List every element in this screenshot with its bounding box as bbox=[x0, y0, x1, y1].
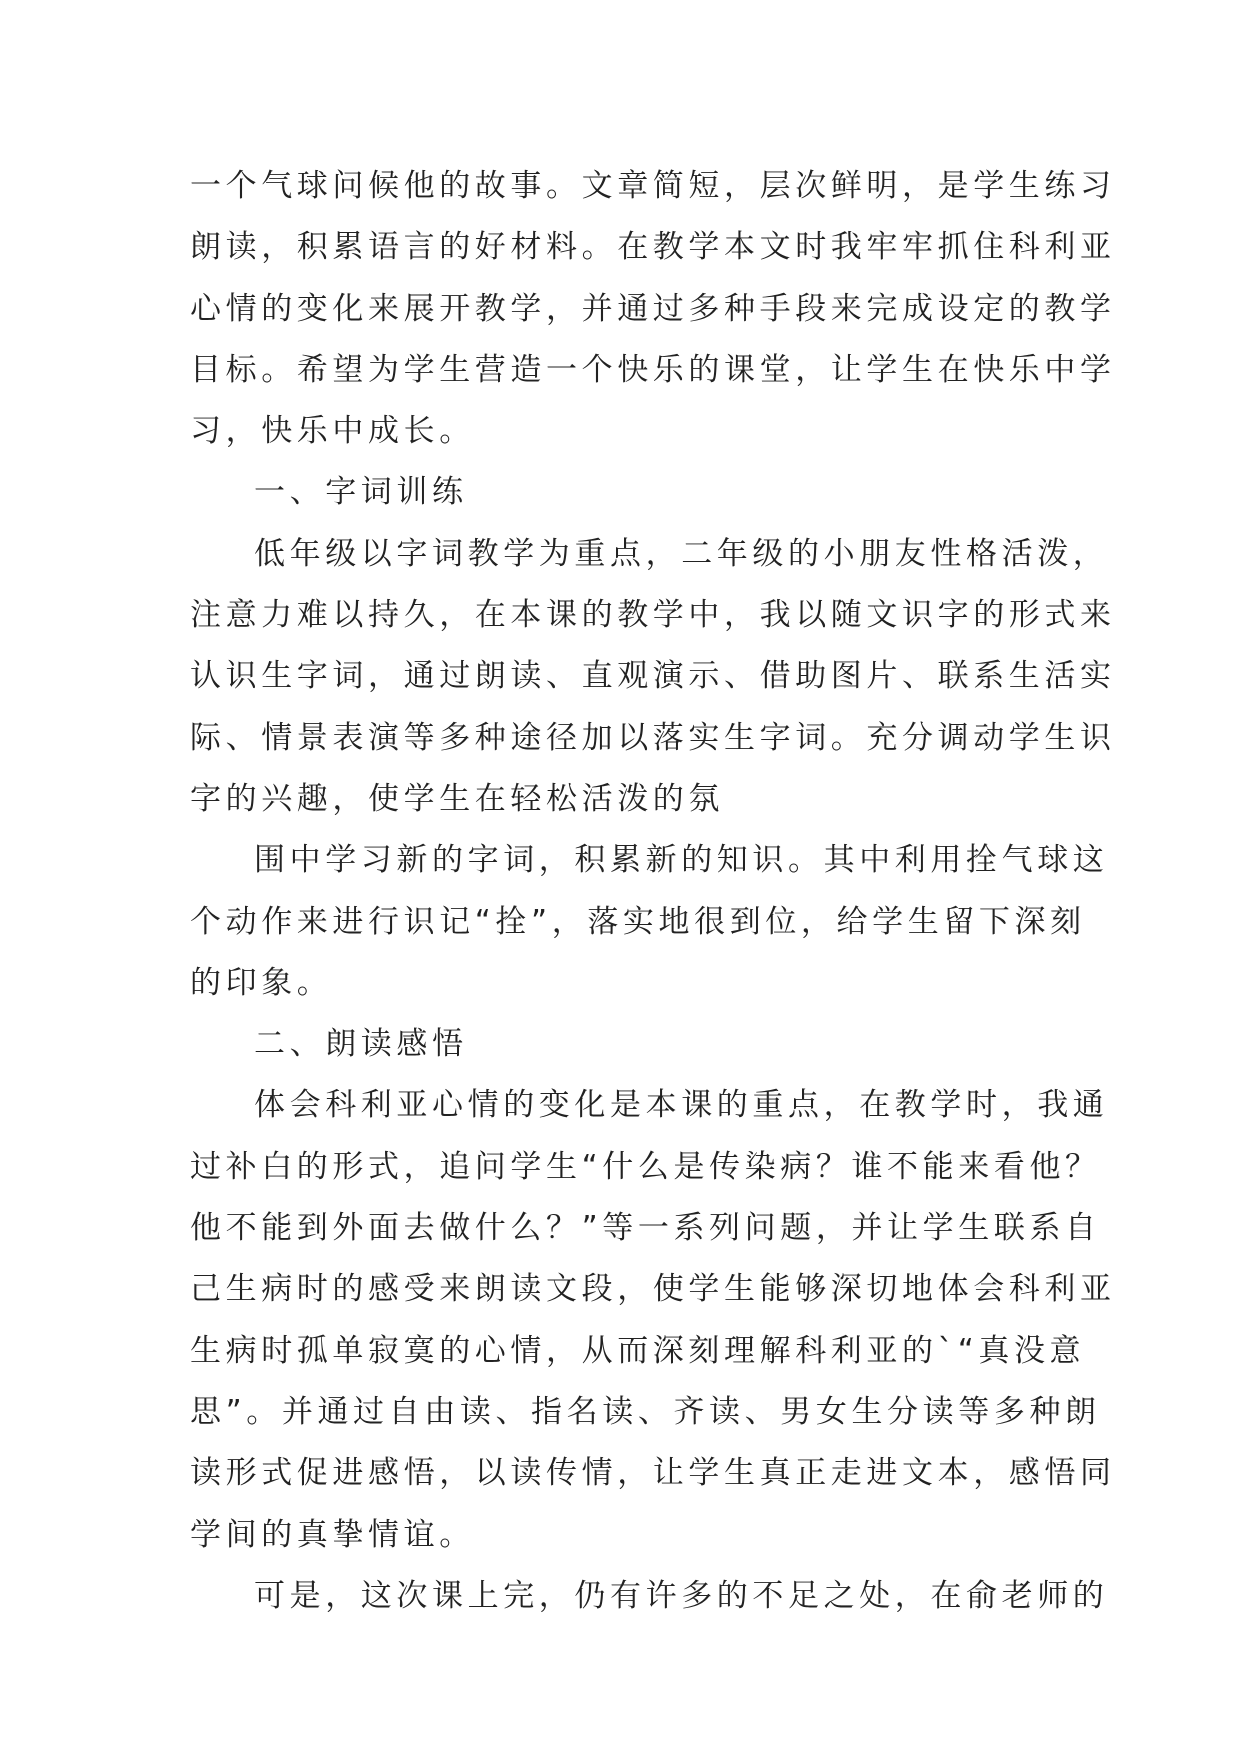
paragraph-first-line: 可是，这次课上完，仍有许多的不足之处，在俞老师的 bbox=[254, 1577, 1109, 1614]
text-line: 际、情景表演等多种途径加以落实生字词。充分调动学生识 bbox=[190, 719, 1116, 756]
text-line: 一个气球问候他的故事。文章简短，层次鲜明，是学生练习 bbox=[190, 168, 1116, 204]
text-line: 过补白的形式，追问学生“什么是传染病？谁不能来看他？ bbox=[190, 1148, 1101, 1185]
paragraph-first-line: 体会科利亚心情的变化是本课的重点，在教学时，我通 bbox=[254, 1087, 1109, 1124]
text-line: 认识生字词，通过朗读、直观演示、借助图片、联系生活实 bbox=[190, 658, 1116, 695]
text-line: 注意力难以持久，在本课的教学中，我以随文识字的形式来 bbox=[190, 597, 1116, 634]
paragraph-first-line: 围中学习新的字词，积累新的知识。其中利用拴气球这 bbox=[254, 842, 1109, 879]
text-line: 生病时孤单寂寞的心情，从而深刻理解科利亚的`“真没意 bbox=[190, 1332, 1086, 1369]
text-line: 个动作来进行识记“拴”，落实地很到位，给学生留下深刻 bbox=[190, 903, 1086, 940]
text-line: 心情的变化来展开教学，并通过多种手段来完成设定的教学 bbox=[190, 290, 1116, 327]
text-line: 的印象。 bbox=[190, 964, 333, 1001]
text-line: 朗读，积累语言的好材料。在教学本文时我牢牢抓住科利亚 bbox=[190, 229, 1116, 266]
text-line: 学间的真挚情谊。 bbox=[190, 1516, 475, 1553]
text-line: 目标。希望为学生营造一个快乐的课堂，让学生在快乐中学 bbox=[190, 351, 1116, 388]
text-line: 读形式促进感悟，以读传情，让学生真正走进文本，感悟同 bbox=[190, 1455, 1116, 1492]
text-line: 己生病时的感受来朗读文段，使学生能够深切地体会科利亚 bbox=[190, 1271, 1116, 1308]
document-body bbox=[190, 156, 1116, 1627]
text-line: 思”。并通过自由读、指名读、齐读、男女生分读等多种朗 bbox=[190, 1393, 1101, 1430]
text-line: 字的兴趣，使学生在轻松活泼的氛 bbox=[190, 780, 724, 817]
paragraph-first-line: 低年级以字词教学为重点，二年级的小朋友性格活泼， bbox=[254, 535, 1109, 572]
text-line: 他不能到外面去做什么？”等一系列问题，并让学生联系自 bbox=[190, 1210, 1101, 1247]
text-line: 习，快乐中成长。 bbox=[190, 413, 475, 450]
section-heading: 一、字词训练 bbox=[254, 474, 468, 511]
section-heading: 二、朗读感悟 bbox=[254, 1026, 468, 1063]
